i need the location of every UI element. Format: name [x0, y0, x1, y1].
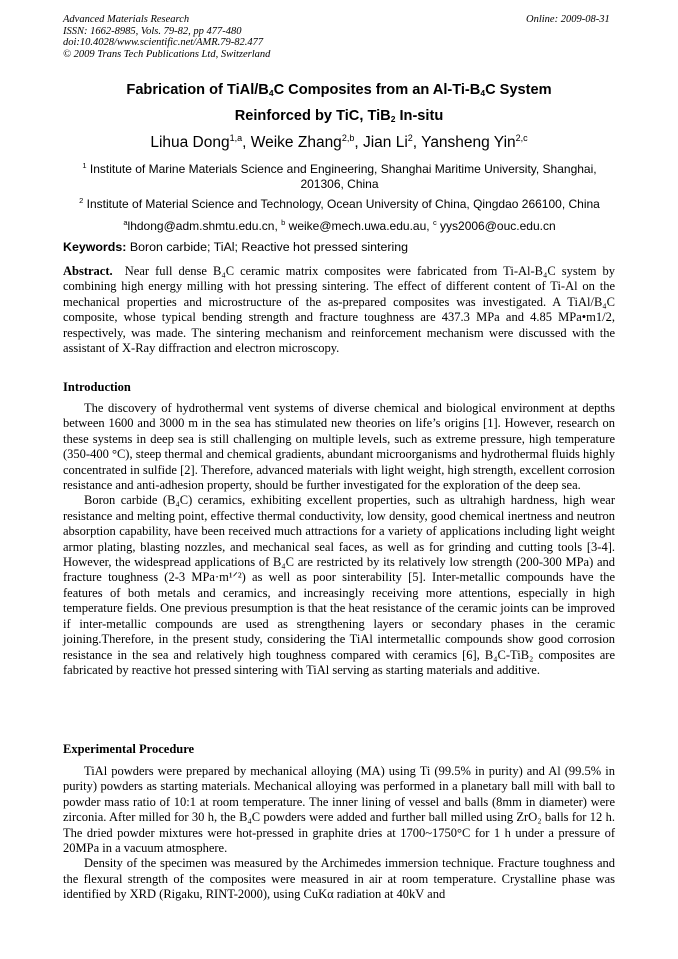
paragraph: Boron carbide (B₄C) ceramics, exhibiting excellent properties, such as ultrahigh hardness, high wear resistance and melting point, effective thermal conductivity, low density, good chemical inertness and neutron absorption capability, have been received much attractions for a variety of applications including light weight armor plating, blasting nozzles, and mechanical seal faces, as well as for grinding and cutting tools [3-4]. However, the widespread applications of B₄C are restricted by its relatively low strength (200-300 MPa) and fracture toughness (2-3 MPa·m¹ᐟ²) as well as poor sinterability [5]. Inter-metallic compounds have the features of both metals and ceramics, and increasingly receiving more attentions, especially in high temperature fields. One previous presumption is that the heat resistance of the ceramic joints can be improved if inter-metallic compounds are used as strengthening layers or secondary phases in the ceramic joining.Therefore, in the present study, considering the TiAl intermetallic compounds show good corrosion resistance in the sea and relatively high toughness compared with ceramics [6], B₄C-TiB₂ composites are fabricated by reactive hot pressed sintering with TiAl serving as starting materials and additive. — [63, 493, 615, 677]
keywords-label: Keywords: — [63, 240, 127, 254]
paragraph: The discovery of hydrothermal vent systems of diverse chemical and biological environment at depths between 1600 and 3000 m in the sea has stimulated new theories on life’s origins [1]. However, research on these systems in deep sea is still challenging on multiple levels, such as extreme pressure, high temperature (350-400 °C), steep thermal and chemical gradients, abundant microorganisms and hydrothermal fluids highly concentrated in sulfide [2]. Therefore, advanced materials with light weight, high strength, excellent corrosion resistance and anti-adhesion property, should be further investigated for the exploration of the deep sea. — [63, 401, 615, 493]
journal-header — [63, 14, 270, 60]
affiliation-1: $^1$ Institute of Marine Materials Science and Engineering, Shanghai Maritime University, Shanghai, 201306, China — [82, 161, 597, 191]
journal-name: Advanced Materials Research — [63, 14, 190, 25]
experimental-body — [63, 764, 615, 903]
email: weike@mech.uwa.edu.au — [288, 219, 427, 233]
paragraph: Density of the specimen was measured by the Archimedes immersion technique. Fracture toughness and the flexural strength of the composites were measured in air at room temperature. Crystalline phase was identified by XRD (Rigaku, RINT-2000), using CuKα radiation at 40kV and — [63, 856, 615, 902]
keywords-text: Boron carbide; TiAl; Reactive hot pressed sintering — [129, 240, 409, 254]
copyright-line: © 2009 Trans Tech Publications Ltd, Switzerland — [63, 48, 271, 60]
keywords — [63, 240, 408, 254]
online-date: Online: 2009-08-31 — [526, 14, 610, 25]
abstract-text: Near full dense B₄C ceramic matrix composites were fabricated from Ti-Al-B₄C system by combining high energy milling with hot pressing sintering. The effect of different content of Ti-Al on the mechanical properties and microstructure of the as-prepared composites was investigated. A TiAl/B₄C composite, whose typical bending strength and fracture toughness are 437.3 MPa and 4.85 MPa•m1/2, respectively, was made. The sintering mechanism and reinforcement mechanism were discussed with the assistant of X-Ray diffraction and electron microscopy. — [63, 264, 615, 356]
email-list: $^a$lhdong@adm.shmtu.edu.cn, $^b$ weike@mech.uwa.edu.au, $^c$ yys2006@ouc.edu.cn — [123, 218, 556, 233]
author: Lihua Dong — [150, 134, 230, 151]
affiliation-2: $^2$ Institute of Material Science and Technology, Ocean University of China, Qingdao 266100, China — [79, 196, 600, 211]
abstract — [63, 264, 615, 356]
author-list: Lihua Dong$^{1,a}$, Weike Zhang$^{2,b}$, Jian Li$^2$, Yansheng Yin$^{2,c}$ — [150, 133, 528, 151]
author: Jian Li — [362, 134, 408, 151]
section-heading-introduction: Introduction — [63, 380, 131, 394]
doi-line: doi:10.4028/www.scientific.net/AMR.79-82.477 — [63, 37, 264, 48]
issn-line: ISSN: 1662-8985, Vols. 79-82, pp 477-480 — [63, 25, 242, 37]
abstract-label: Abstract. — [63, 264, 113, 278]
paper-title-line1: Fabrication of TiAl/$B_4C$ Composites from an $Al-Ti-B_4C$ System — [126, 82, 552, 98]
section-heading-experimental: Experimental Procedure — [63, 742, 195, 756]
email: lhdong@adm.shmtu.edu.cn — [127, 219, 275, 233]
email: yys2006@ouc.edu.cn — [440, 219, 556, 233]
introduction-body — [63, 401, 615, 678]
paper-title-line2: Reinforced by TiC, TiB$_2$ In-situ — [234, 108, 444, 124]
author: Yansheng Yin — [421, 134, 516, 151]
author: Weike Zhang — [250, 134, 342, 151]
paragraph: TiAl powders were prepared by mechanical alloying (MA) using Ti (99.5% in purity) and Al (99.5% in purity) powders as starting materials. Mechanical alloying was performed in a planetary ball mill with ball to powder mass ratio of 10:1 at room temperature. The inner lining of vessel and balls (8mm in diameter) were zirconia. After milled for 30 h, the B₄C powders were added and further ball milled using ZrO₂ balls for 12 h. The dried powder mixtures were hot-pressed in graphite dries at 1700~1750°C for 1 h under a pressure of 20MPa in a vacuum atmosphere. — [63, 764, 615, 856]
